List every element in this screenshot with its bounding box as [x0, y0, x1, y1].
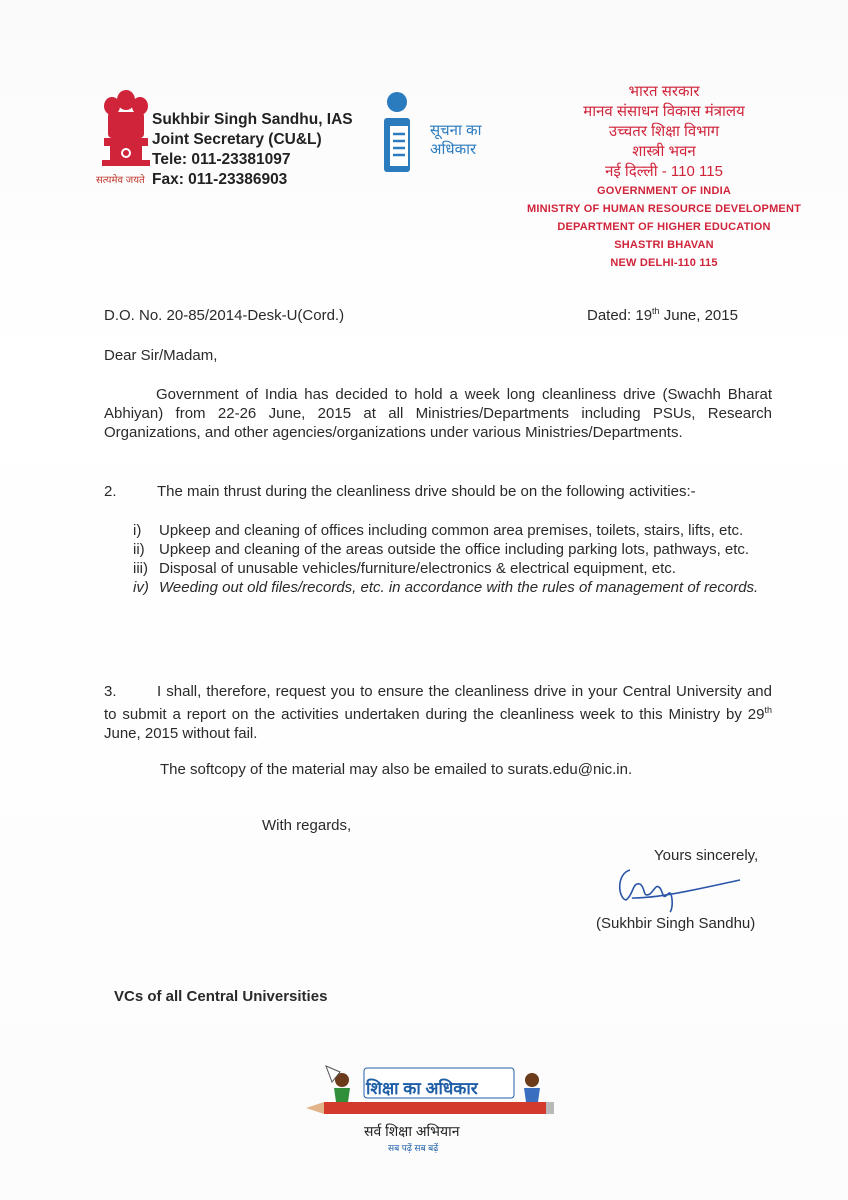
rti-logo-text: सूचना का अधिकार — [430, 122, 482, 158]
softcopy-note: The softcopy of the material may also be emailed to surats.edu@nic.in. — [160, 761, 633, 778]
paragraph-2-number: 2. — [104, 483, 117, 500]
list-item: i) Upkeep and cleaning of offices including common area premises, toilets, stairs, lifts, etc. — [133, 522, 744, 539]
closing: Yours sincerely, — [654, 847, 759, 864]
sender-title: Joint Secretary (CU&L) — [152, 131, 322, 148]
ministry-hi-line: उच्चतर शिक्षा विभाग — [608, 123, 720, 140]
emblem-motto: सत्यमेव जयते — [96, 175, 145, 186]
ministry-hi-line: नई दिल्ली - 110 115 — [605, 163, 723, 180]
national-emblem-icon — [98, 86, 154, 178]
sarva-logo-tagline: सब पढ़ें सब बढ़ें — [388, 1143, 439, 1153]
sarva-logo-subtitle: सर्व शिक्षा अभियान — [364, 1123, 460, 1139]
reference-number: D.O. No. 20-85/2014-Desk-U(Cord.) — [104, 307, 345, 324]
sender-tel: Tele: 011-23381097 — [152, 151, 291, 168]
signature-icon — [612, 864, 752, 914]
ministry-address — [504, 82, 824, 272]
list-item: ii) Upkeep and cleaning of the areas outside the office including parking lots, pathways, etc. — [133, 541, 750, 558]
ministry-hi-line: मानव संसाधन विकास मंत्रालय — [583, 103, 745, 120]
list-item: iii) Disposal of unusable vehicles/furniture/electronics & electrical equipment, etc. — [133, 560, 676, 577]
ministry-hi-line: शास्त्री भवन — [632, 143, 696, 160]
ministry-en-line: DEPARTMENT OF HIGHER EDUCATION — [557, 221, 771, 233]
paragraph-3: 3. I shall, therefore, request you to ensure the cleanliness drive in your Central University and to submit a report on the activities undertaken during the cleanliness week to this Ministry by 29th June, 2015 without fail. — [104, 683, 772, 742]
ministry-en-line: NEW DELHI-110 115 — [610, 257, 718, 269]
rti-logo-icon — [380, 90, 414, 180]
ministry-en-line: SHASTRI BHAVAN — [614, 239, 714, 251]
letter-date: Dated: 19th June, 2015 — [587, 306, 738, 324]
paragraph-1: Government of India has decided to hold a week long cleanliness drive (Swachh Bharat Abhiyan) from 22-26 June, 2015 at all Ministries/Departments including PSUs, Research Organizations, and other agencies/organizations under various Ministries/Departments. — [104, 386, 772, 441]
regards: With regards, — [262, 817, 352, 834]
list-item: iv) Weeding out old files/records, etc. in accordance with the rules of management of records. — [133, 579, 759, 596]
sarva-logo-title: शिक्षा का अधिकार — [366, 1079, 478, 1098]
ministry-hi-line: भारत सरकार — [628, 83, 700, 100]
addressee: VCs of all Central Universities — [114, 988, 328, 1005]
salutation: Dear Sir/Madam, — [104, 347, 218, 364]
ministry-en-line: MINISTRY OF HUMAN RESOURCE DEVELOPMENT — [526, 203, 802, 215]
sender-fax: Fax: 011-23386903 — [152, 171, 288, 188]
paragraph-2: The main thrust during the cleanliness drive should be on the following activities:- — [157, 483, 696, 500]
ministry-en-line: GOVERNMENT OF INDIA — [597, 185, 731, 197]
activity-list — [133, 521, 773, 597]
signatory-name: (Sukhbir Singh Sandhu) — [596, 915, 756, 932]
sender-name: Sukhbir Singh Sandhu, IAS — [152, 111, 353, 128]
sender-block — [152, 110, 353, 190]
